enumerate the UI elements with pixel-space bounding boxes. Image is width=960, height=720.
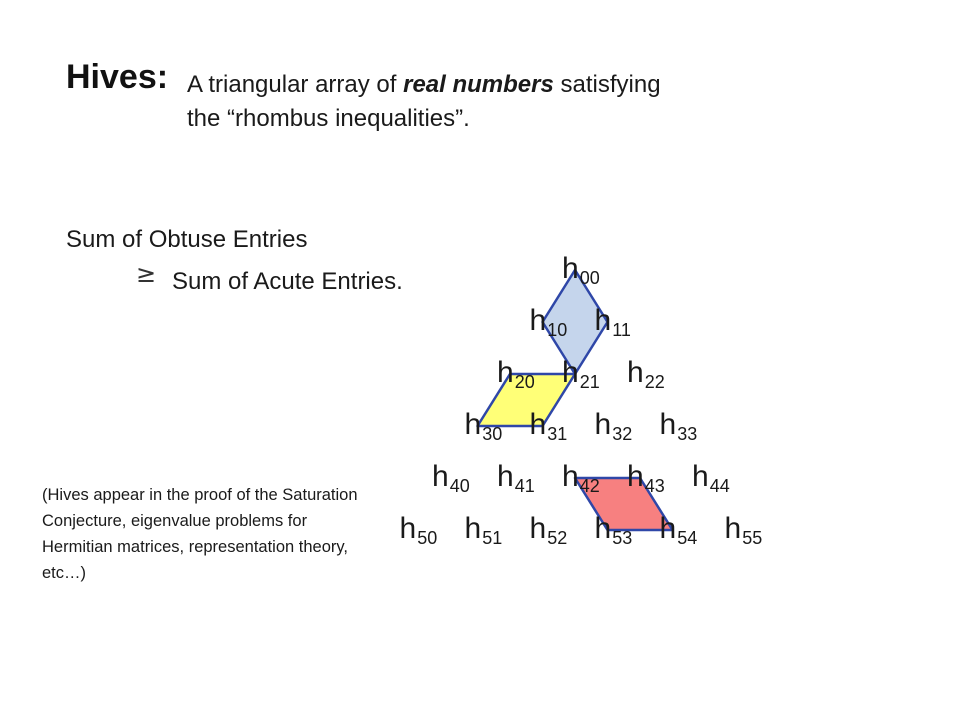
entry-subscript: 21 — [579, 372, 600, 392]
definition-text-before: A triangular array of — [187, 71, 404, 98]
entry-letter: h — [432, 460, 449, 493]
entry-subscript: 11 — [612, 320, 631, 340]
entry-letter: h — [594, 304, 612, 337]
entry-letter: h — [464, 408, 482, 441]
entry-subscript: 31 — [547, 424, 568, 444]
entry-subscript: 30 — [482, 424, 503, 444]
entry-letter: h — [399, 512, 417, 545]
definition-text-after: satisfying — [553, 71, 661, 98]
entry-letter: h — [464, 512, 482, 545]
hive-entry-h40 — [432, 460, 470, 494]
entry-letter: h — [659, 512, 677, 545]
entry-subscript: 50 — [417, 528, 438, 548]
entry-letter: h — [594, 512, 612, 545]
definition-line-2: the “rhombus inequalities”. — [187, 105, 470, 132]
entry-letter: h — [627, 460, 644, 493]
entry-subscript: 32 — [612, 424, 633, 444]
entry-subscript: 40 — [449, 476, 470, 496]
definition-emphasis: real numbers — [403, 71, 554, 98]
hive-entry-h54 — [660, 512, 698, 546]
entry-letter: h — [529, 304, 547, 337]
entry-letter: h — [562, 356, 579, 389]
hive-entry-h55 — [725, 512, 763, 546]
hive-entry-h21 — [562, 356, 600, 390]
hive-entry-h50 — [400, 512, 438, 546]
hive-entry-h30 — [465, 408, 503, 442]
entry-subscript: 00 — [579, 268, 600, 288]
entry-letter: h — [529, 512, 547, 545]
entry-subscript: 53 — [612, 528, 633, 548]
hive-entry-h42 — [562, 460, 600, 494]
hive-entry-h32 — [595, 408, 633, 442]
hive-entry-h53 — [595, 512, 633, 546]
hive-entry-h00 — [562, 252, 600, 286]
entry-subscript: 42 — [579, 476, 600, 496]
hive-entry-h33 — [660, 408, 698, 442]
entry-letter: h — [497, 460, 514, 493]
entry-letter: h — [562, 252, 579, 285]
entry-subscript: 10 — [547, 320, 568, 340]
entry-subscript: 41 — [514, 476, 535, 496]
entry-subscript: 52 — [547, 528, 568, 548]
entry-letter: h — [594, 408, 612, 441]
entry-subscript: 55 — [742, 528, 763, 548]
hive-entry-h43 — [627, 460, 665, 494]
inequality-right-side: Sum of Acute Entries. — [172, 268, 403, 295]
entry-subscript: 51 — [482, 528, 503, 548]
entry-letter: h — [497, 356, 514, 389]
hives-applications-note: (Hives appear in the proof of the Saturation Conjecture, eigenvalue problems for Hermitian matrices, representation theory, etc…) — [42, 486, 358, 582]
hive-entry-h44 — [692, 460, 730, 494]
entry-subscript: 43 — [644, 476, 665, 496]
hive-entry-h11 — [595, 304, 631, 338]
hive-entry-h52 — [530, 512, 568, 546]
entry-letter: h — [627, 356, 644, 389]
hive-entry-h20 — [497, 356, 535, 390]
entry-subscript: 20 — [514, 372, 535, 392]
entry-subscript: 22 — [644, 372, 665, 392]
entry-subscript: 44 — [709, 476, 730, 496]
hive-entry-h41 — [497, 460, 535, 494]
entry-letter: h — [529, 408, 547, 441]
entry-subscript: 33 — [677, 424, 698, 444]
greater-equal-symbol: ≥ — [136, 260, 157, 288]
entry-letter: h — [692, 460, 709, 493]
hive-entry-h31 — [530, 408, 568, 442]
hive-entry-h10 — [530, 304, 568, 338]
entry-letter: h — [659, 408, 677, 441]
hive-entry-h51 — [465, 512, 503, 546]
page-title: Hives: — [66, 58, 169, 96]
entry-letter: h — [724, 512, 742, 545]
inequality-left-side: Sum of Obtuse Entries — [66, 226, 308, 253]
entry-letter: h — [562, 460, 579, 493]
hive-entry-h22 — [627, 356, 665, 390]
entry-subscript: 54 — [677, 528, 698, 548]
